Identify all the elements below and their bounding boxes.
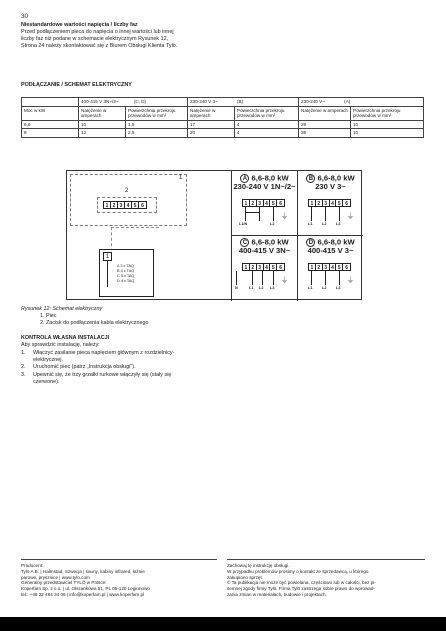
terminal: 6: [279, 200, 283, 207]
terminal: 2: [250, 200, 257, 206]
panel-power: 6,6-8,0 kW: [251, 173, 289, 183]
panel-letter: B: [306, 174, 315, 183]
taq-list: [117, 264, 134, 284]
panel-letter: C: [240, 238, 249, 247]
panel-voltage: 400-415 V 3~: [307, 246, 354, 256]
page-number: 30: [21, 13, 29, 20]
taq-item: 4 x TAQ: [120, 279, 135, 283]
group-tag: (A): [344, 99, 351, 104]
table-group-cell: [188, 98, 299, 107]
footer-line: Zachowaj tę instrukcję obsługi.: [227, 563, 290, 568]
panel-power: 6,6-8,0 kW: [317, 173, 355, 183]
terminal: 4: [264, 200, 271, 206]
panel-d: [299, 238, 362, 291]
step-text: czerwone).: [33, 379, 60, 385]
step-number: 3.: [21, 372, 26, 378]
terminal: 5: [132, 202, 139, 208]
table-cell: 4: [235, 129, 299, 138]
line-label: L3: [270, 285, 275, 290]
terminal: 3: [257, 200, 264, 206]
line-label: L2: [259, 285, 264, 290]
figure-caption: Rysunek 12: Schemat elektryczny: [21, 306, 103, 312]
table-row: [22, 120, 424, 129]
wire: [273, 207, 274, 221]
section-title: PODŁĄCZANIE / SCHEMAT ELEKTRYCZNY: [21, 82, 132, 88]
table-cell: 8: [22, 129, 79, 138]
box-number: 2: [125, 188, 129, 194]
wire: [236, 271, 237, 285]
control-title: KONTROLA WŁASNA INSTALACJI: [21, 335, 110, 341]
divider: [297, 171, 298, 301]
table-cell: 1,5: [126, 120, 188, 129]
terminal: 3: [118, 202, 125, 208]
wire: [107, 261, 108, 287]
electrical-spec-table: [21, 97, 424, 138]
taq-item: 4 x TAQ: [120, 269, 135, 273]
terminal-block: [242, 263, 285, 271]
wire: [339, 271, 340, 285]
wire: [245, 212, 259, 213]
terminal: 6: [141, 203, 144, 209]
step-text: elektrycznej.: [33, 357, 63, 363]
intro-line: Strona 24 należy skontaktować się z Biurem Obsługi Klienta Tylö.: [21, 43, 178, 49]
terminal: 5: [336, 264, 343, 270]
wire: [311, 271, 312, 285]
group-tag: (B): [237, 99, 244, 104]
wire: [325, 271, 326, 285]
panel-voltage: 230-240 V 1N~/2~: [233, 182, 296, 192]
panel-a: [233, 174, 296, 227]
panel-power: 6,6-8,0 kW: [317, 237, 355, 247]
terminal: 3: [323, 200, 330, 206]
terminal-block: [308, 199, 351, 207]
table-group-cell: [299, 98, 424, 107]
step-number: 1.: [21, 350, 26, 356]
intro-line: liczby faz niż podane w schemacie elektrycznym Rysunek 12,: [21, 36, 169, 42]
line-label: L1: [308, 221, 313, 226]
line-label: N: [235, 285, 238, 290]
intro-heading: Niestandardowe wartości napięcia / liczby faz: [21, 22, 138, 28]
wire: [252, 271, 253, 285]
group-label: 230-240 V 3~: [190, 99, 218, 104]
terminal: 4: [330, 200, 337, 206]
terminal-block: [242, 199, 285, 207]
footer-rule: [21, 559, 217, 560]
step-text: Upewnić się, że trzy grzałki rurkowe włączyły się (stały się: [33, 372, 172, 378]
terminal: 1: [309, 264, 316, 270]
footer-line: Producent:: [21, 563, 44, 568]
footer-line: W przypadku problemów prosimy o kontakt ze sprzedawcą, u którego: [227, 568, 369, 574]
table-cell: [22, 98, 79, 107]
taq-letter: B: [117, 269, 120, 273]
panel-letter: A: [240, 174, 249, 183]
table-row: [22, 129, 424, 138]
table-group-cell: [79, 98, 188, 107]
terminal: 2: [316, 264, 323, 270]
ground-icon: ⏚: [347, 212, 354, 220]
table-cell: 12: [79, 129, 126, 138]
divider: [231, 171, 232, 301]
group-tag: (C, D): [133, 99, 147, 104]
footer-line: Generalny przedstawiciel TYLÖ w Polsce:: [21, 580, 107, 586]
terminal: 5: [270, 264, 277, 270]
wire: [259, 207, 260, 221]
terminal: 6: [345, 264, 349, 271]
taq-letter: A: [117, 264, 120, 268]
line-label: L1: [249, 285, 254, 290]
wire: [311, 207, 312, 221]
line-label: L3: [336, 221, 341, 226]
terminal-block: [103, 201, 147, 209]
line-label: L1: [308, 285, 313, 290]
table-cell: 17: [188, 120, 235, 129]
ground-icon: ⏚: [281, 276, 288, 284]
panel-letter: D: [306, 238, 315, 247]
table-header-cell: Natężenie w amperach: [188, 106, 235, 120]
table-cell: 10: [79, 120, 126, 129]
table-header-cell: Powierzchnia przekroju przewodów w mm²: [235, 106, 299, 120]
footer-rule: [227, 559, 425, 560]
table-cell: 4: [235, 120, 299, 129]
line-label: L1/N: [239, 221, 248, 226]
terminal: 2: [316, 200, 323, 206]
table-cell: 29: [299, 120, 351, 129]
terminal: 1: [243, 200, 250, 206]
footer-line: parowe, prysznice | www.tylo.com: [21, 574, 90, 580]
footer-right: [227, 563, 376, 598]
step-text: Uruchomić piec (patrz „Instrukcja obsługi").: [33, 364, 136, 370]
wiring-diagram: [66, 170, 362, 300]
group-label: 400-415 V 3N~/3~: [81, 99, 119, 104]
footer-line: © Ta publikacja nie może być powielana, częściowo lub w całości, bez pi-: [227, 580, 376, 586]
terminal: 5: [270, 200, 277, 206]
panel-b: [299, 174, 362, 227]
ground-icon: ⏚: [281, 212, 288, 220]
table-header-cell: Moc w kW: [22, 106, 79, 120]
wiring: [299, 207, 362, 227]
line-label: L2: [322, 221, 327, 226]
terminal: 1: [309, 200, 316, 206]
terminal: 2: [111, 202, 118, 208]
bottom-bar: [0, 617, 446, 631]
ground-icon: ⏚: [347, 276, 354, 284]
terminal: 4: [264, 264, 271, 270]
terminal: 5: [336, 200, 343, 206]
small-box-number: 1: [103, 252, 112, 261]
panel-voltage: 230 V 3~: [315, 182, 346, 192]
terminal: 6: [345, 200, 349, 207]
terminal: 3: [257, 264, 264, 270]
heater-number: 1: [179, 175, 183, 181]
table-cell: 20: [188, 129, 235, 138]
terminal: 1: [104, 202, 111, 208]
taq-letter: C: [117, 274, 120, 278]
terminal-block: [308, 263, 351, 271]
taq-letter: D: [117, 279, 120, 283]
table-header-cell: Powierzchnia przekroju przewodów w mm²: [126, 106, 188, 120]
control-intro: Aby sprawdzić instalację, należy:: [21, 342, 100, 348]
intro-line: Przed podłączeniem pieca do napięcia o innej wartości lub innej: [21, 29, 174, 35]
panel-c: [233, 238, 296, 291]
panel-power: 6,6-8,0 kW: [251, 237, 289, 247]
table-cell: 6,6: [22, 120, 79, 129]
figure-item: 1. Piec: [40, 313, 57, 319]
footer-left: [21, 563, 150, 598]
line-label: L2: [270, 221, 275, 226]
step-number: 2.: [21, 364, 26, 370]
table-cell: 10: [351, 129, 424, 138]
figure-item: 2. Zacisk do podłączenia kabla elektrycznego: [40, 320, 149, 326]
wire: [325, 207, 326, 221]
table-cell: 2,5: [126, 129, 188, 138]
table-header-cell: Natężenie w amperach: [79, 106, 126, 120]
table-cell: 10: [351, 120, 424, 129]
terminal: 2: [250, 264, 257, 270]
terminal: 3: [323, 264, 330, 270]
taq-item: 5 x TAQ: [120, 274, 135, 278]
wire: [245, 207, 246, 221]
footer-line: semnej zgody firmy Tylö. Firma Tylö zastrzega sobie prawo do wprowad-: [227, 586, 375, 592]
step-text: Włączyć zasilanie pieca napięciem głównym z rozdzielnicy-: [33, 350, 175, 356]
footer-line: Koperfam Sp. z o.o. | ul. Olszankowa 51, PL 05-120 Legionowo: [21, 586, 150, 592]
dashed-line: [111, 227, 159, 228]
line-label: L2: [322, 285, 327, 290]
terminal: 4: [330, 264, 337, 270]
wire: [273, 271, 274, 285]
footer-line: zakupiono sprzęt.: [227, 574, 264, 580]
wiring: [233, 207, 296, 227]
wiring: [299, 271, 362, 291]
wire: [339, 207, 340, 221]
wiring: [233, 271, 296, 291]
table-cell: 35: [299, 129, 351, 138]
taq-item: 3 x TAQ: [120, 264, 134, 268]
terminal: 1: [243, 264, 250, 270]
wire: [262, 271, 263, 285]
terminal: 6: [279, 264, 283, 271]
line-label: L3: [336, 285, 341, 290]
terminal: 4: [125, 202, 132, 208]
table-group-row: [22, 98, 424, 107]
footer-line: tel.: +48 22 494 34 06 | info@koperfam.pl | www.koperfam.pl: [21, 591, 145, 597]
table-header-cell: Natężenie w amperach: [299, 106, 351, 120]
table-header-cell: Powierzchnia przekroju przewodów w mm²: [351, 106, 424, 120]
panel-voltage: 400-415 V 3N~: [238, 246, 291, 256]
table-header-row: [22, 106, 424, 120]
footer-line: Tylö A.B. | Halmstad, Szwecja | sauny, kabiny infrared, łaźnie: [21, 568, 145, 574]
group-label: 230-240 V~: [301, 99, 325, 104]
footer-line: zania zmian w materiałach, budowie i projektach.: [227, 591, 327, 597]
